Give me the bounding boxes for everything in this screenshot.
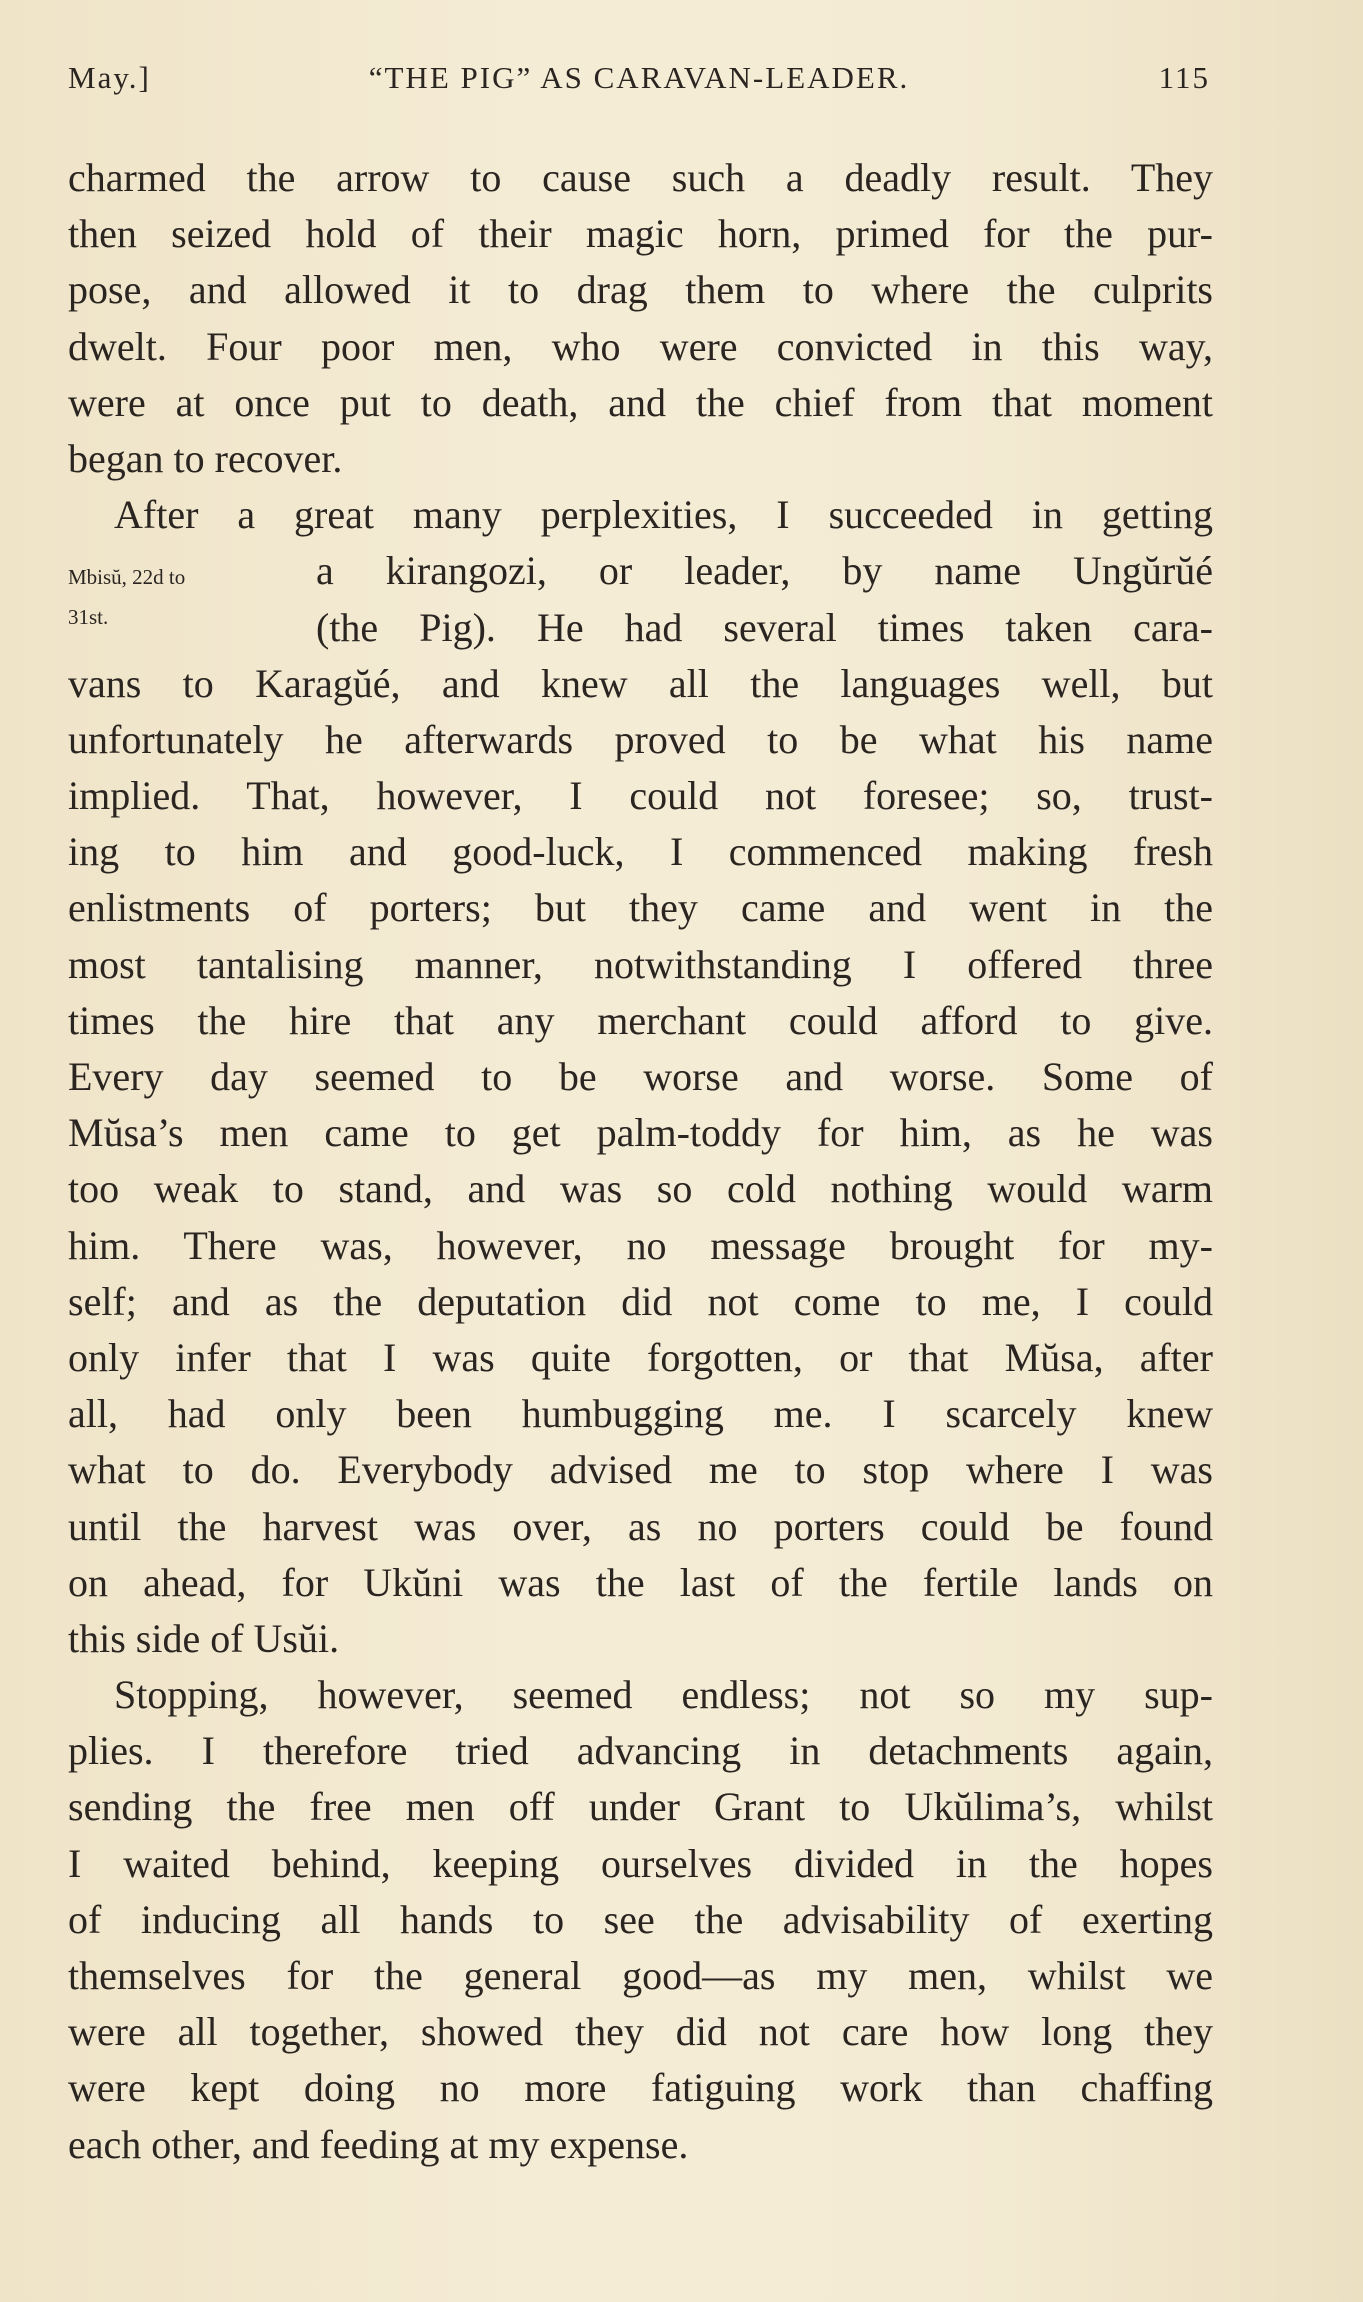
paragraph-start-line: Stopping, however, seemed endless; not so my sup- [114,1672,1213,1718]
running-head [68,60,1210,112]
text-line: implied. That, however, I could not foresee; so, trust- [68,773,1213,819]
text-line: each other, and feeding at my expense. [68,2121,689,2167]
text-line: only infer that I was quite forgotten, or that Mŭsa, after [68,1334,1213,1380]
text-line: were at once put to death, and the chief from that moment [68,379,1213,425]
margin-note-date: Mbisŭ, 22d to [68,565,186,589]
text-line: self; and as the deputation did not come to me, I could [68,1278,1213,1324]
text-line: ing to him and good-luck, I commenced making fresh [68,829,1213,875]
text-line: charmed the arrow to cause such a deadly result. They [68,155,1213,200]
body-text [68,150,1213,2173]
text-line: sending the free men off under Grant to Ukŭlima’s, whilst [68,1784,1213,1830]
text-line: pose, and allowed it to drag them to where the culprits [68,267,1213,313]
text-line: themselves for the general good—as my men, whilst we [68,1953,1213,1998]
page-number: 115 [1158,60,1210,95]
text-line: on ahead, for Ukŭni was the last of the fertile lands on [68,1559,1213,1605]
text-line: plies. I therefore tried advancing in detachments again, [68,1728,1213,1774]
text-line: all, had only been humbugging me. I scarcely knew [68,1391,1213,1437]
text-line: of inducing all hands to see the advisability of exerting [68,1896,1213,1942]
text-line: too weak to stand, and was so cold nothing would warm [68,1166,1213,1212]
text-line: times the hire that any merchant could afford to give. [68,997,1213,1043]
running-head-title: “THE PIG” AS CARAVAN-LEADER. [368,60,910,95]
text-line: were all together, showed they did not care how long they [68,2009,1213,2055]
text-line: I waited behind, keeping ourselves divided in the hopes [68,1840,1213,1886]
text-line: (the Pig). He had several times taken cara- [316,604,1213,650]
text-line: Every day seemed to be worse and worse. Some of [68,1054,1213,1099]
text-line: began to recover. [68,435,343,481]
text-line: him. There was, however, no message brought for my- [68,1222,1213,1268]
text-line: a kirangozi, or leader, by name Ungŭrŭé [316,548,1213,594]
text-line: unfortunately he afterwards proved to be what his name [68,716,1213,762]
text-line: enlistments of porters; but they came and went in the [68,885,1213,931]
margin-note-date-end: 31st. [68,605,109,629]
paragraph-start-line: After a great many perplexities, I succeeded in getting [114,492,1213,538]
text-line: until the harvest was over, as no porters could be found [68,1503,1213,1549]
text-line: Mŭsa’s men came to get palm-toddy for him, as he was [68,1110,1213,1156]
running-head-month: May.] [68,60,151,95]
text-line: what to do. Everybody advised me to stop where I was [68,1447,1213,1493]
text-line: most tantalising manner, notwithstanding I offered three [68,941,1213,987]
text-line: this side of Usŭi. [68,1615,340,1661]
text-line: then seized hold of their magic horn, primed for the pur- [68,211,1213,257]
text-line: dwelt. Four poor men, who were convicted in this way, [68,323,1213,369]
text-line: were kept doing no more fatiguing work than chaffing [68,2065,1213,2111]
text-line: vans to Karagŭé, and knew all the languages well, but [68,660,1213,706]
